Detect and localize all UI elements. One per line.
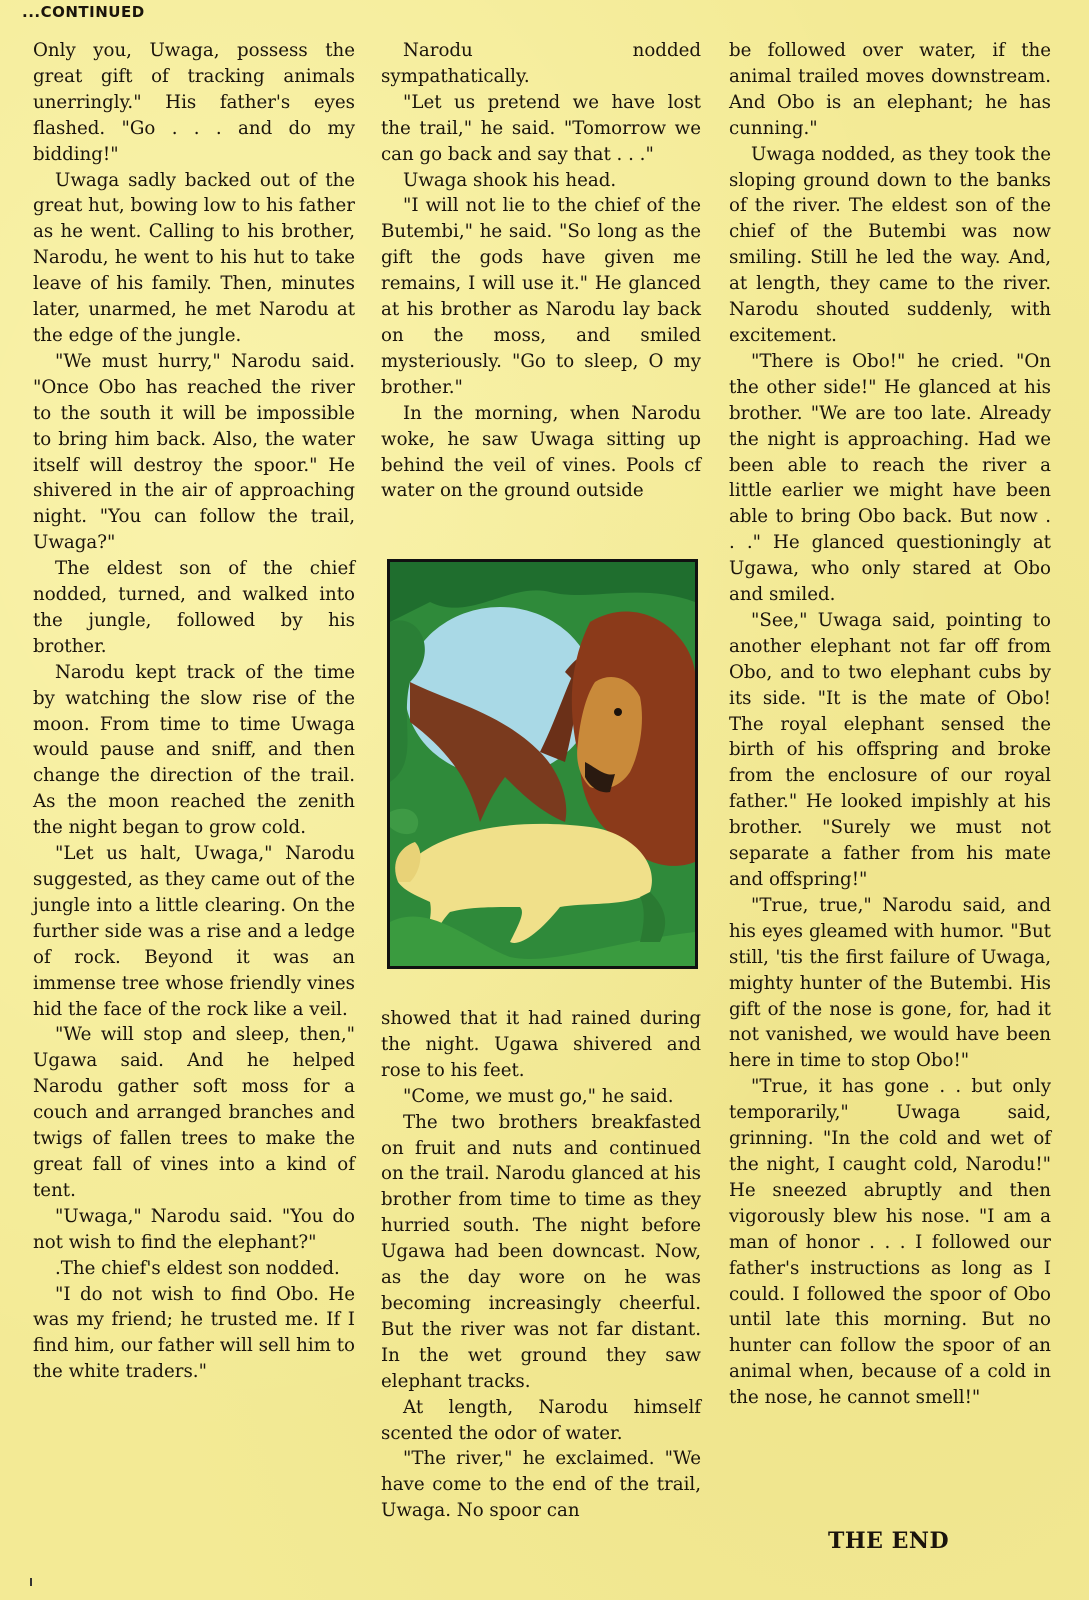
text-column-2-top [381,38,701,504]
paragraph: "Let us halt, Uwaga," Narodu suggested, as they came out of the jungle into a little clearing. On the further side was a rise and a ledge of rock. Beyond it was an immense tree whose friendly vines hid the face of the rock like a veil. [33,843,355,1020]
paragraph: "True, it has gone . . but only temporarily," Uwaga said, grinning. "In the cold and wet of the night, I caught cold, Narodu!" He sneezed abruptly and then vigorously blew his nose. "I am a man of honor . . . I followed our father's instructions as long as I could. I followed the spoor of Obo until late this morning. But no hunter can follow the spoor of an animal when, because of a cold in the nose, he cannot smell!" [729,1076,1051,1409]
paragraph: "We must hurry," Narodu said. "Once Obo has reached the river to the south it will be impossible to bring him back. Also, the water itself will destroy the spoor." He shivered in the air of approaching night. "You can follow the trail, Uwaga?" [33,350,355,554]
paragraph: Narodu kept track of the time by watching the slow rise of the moon. From time to time Uwaga would pause and sniff, and then change the direction of the trail. As the moon reached the zenith the night began to grow cold. [33,661,355,839]
text-column-1 [33,38,355,1385]
paragraph: .The chief's eldest son nodded. [55,1257,340,1279]
paragraph: "See," Uwaga said, pointing to another elephant not far off from Obo, and to two elephant cubs by its side. "It is the mate of Obo! The royal elephant sensed the birth of his offspring and broke from the enclosure of our royal father." He looked impishly at his brother. "Surely we must not separate a father from his mate and offspring!" [729,609,1051,890]
paragraph: "True, true," Narodu said, and his eyes gleamed with humor. "But still, 'tis the first failure of Uwaga, mighty hunter of the Butembi. His gift of the nose is gone, for, had it not vanished, we would have been here in time to stop Obo!" [729,894,1051,1072]
paragraph: showed that it had rained during the night. Ugawa shivered and rose to his feet. [381,1008,701,1081]
paragraph: "Uwaga," Narodu said. "You do not wish to find the elephant?" [33,1205,355,1253]
illustration-svg [390,562,695,966]
paragraph: Narodu nodded sympathatically. [381,40,701,87]
paragraph: "Come, we must go," he said. [403,1085,674,1107]
continued-label: ...CONTINUED [22,3,145,21]
text-column-2-bottom [381,1006,701,1524]
paragraph: The two brothers breakfasted on fruit and nuts and continued on the trail. Narodu glanced at his brother from time to time as they hurried south. The night before Ugawa had been downcast. Now, as the day wore on he was becoming increasingly cheerful. But the river was not far distant. In the wet ground they saw elephant tracks. [381,1111,701,1392]
paragraph: Uwaga shook his head. [403,169,617,191]
lion-and-lioness-illustration [387,559,698,969]
paragraph: Uwaga nodded, as they took the sloping ground down to the banks of the river. The eldest son of the chief of the Butembi was now smiling. Still he led the way. And, at length, they came to the river. Narodu shouted suddenly, with excitement. [729,143,1051,346]
the-end-label: THE END [828,1528,950,1554]
bottom-mark [30,1578,32,1586]
paragraph: be followed over water, if the animal trailed moves downstream. And Obo is an elephant; he has cunning." [729,40,1051,139]
paragraph: "We will stop and sleep, then," Ugawa said. And he helped Narodu gather soft moss for a couch and arranged branches and twigs of fallen trees to make the great fall of vines into a kind of tent. [33,1024,355,1201]
paragraph: The eldest son of the chief nodded, turned, and walked into the jungle, followed by his brother. [33,558,355,657]
paragraph: At length, Narodu himself scented the odor of water. [381,1396,701,1444]
paragraph: Only you, Uwaga, possess the great gift of tracking animals unerringly." His father's eyes flashed. "Go . . . and do my bidding!" [33,40,355,165]
paragraph: "There is Obo!" he cried. "On the other side!" He glanced at his brother. "We are too late. Already the night is approaching. Had we been able to reach the river a little earlier we might have been able to bring Obo back. But now . . ." He glanced questioningly at Ugawa, who only stared at Obo and smiled. [729,350,1051,606]
paragraph: "I will not lie to the chief of the Butembi," he said. "So long as the gift the gods have given me remains, I will use it." He glanced at his brother as Narodu lay back on the moss, and smiled mysteriously. "Go to sleep, O my brother." [381,195,701,398]
paragraph: "Let us pretend we have lost the trail," he said. "Tomorrow we can go back and say that . . ." [381,91,701,165]
paragraph: In the morning, when Narodu woke, he saw Uwaga sitting up behind the veil of vines. Pools cf water on the ground outside [381,402,701,502]
paragraph: "I do not wish to find Obo. He was my friend; he trusted me. If I find him, our father will sell him to the white traders." [33,1283,355,1383]
paragraph: Uwaga sadly backed out of the great hut, bowing low to his father as he went. Calling to his brother, Narodu, he went to his hut to take leave of his family. Then, minutes later, unarmed, he met Narodu at the edge of the jungle. [33,169,355,346]
paragraph: "The river," he exclaimed. "We have come to the end of the trail, Uwaga. No spoor can [381,1448,701,1522]
text-column-3 [729,38,1051,1411]
